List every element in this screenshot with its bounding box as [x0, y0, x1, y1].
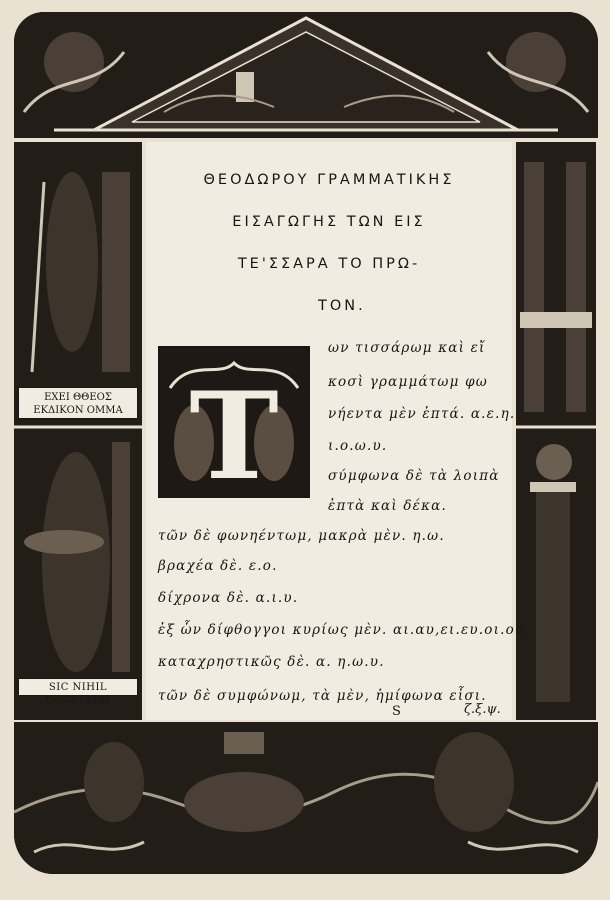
signature-mark: S	[392, 704, 401, 719]
body-line: νήεντα μὲν ἑπτά. α.ε.η.	[328, 406, 516, 422]
left-woodcut-border	[14, 142, 142, 720]
title-line-4: ΤΟΝ.	[318, 298, 366, 314]
text-panel	[146, 142, 530, 720]
motto-bottom-label: SIC NIHIL OCCVLTVM	[18, 678, 138, 696]
bottom-woodcut-border	[14, 722, 598, 874]
body-line: ι.ο.ω.υ.	[328, 438, 388, 454]
body-line: βραχέα δὲ. ε.ο.	[158, 558, 278, 574]
title-line-2: ΕΙΣΑΓΩΓΗΣ ΤΩΝ ΕΙΣ	[232, 214, 426, 230]
top-woodcut-border	[14, 12, 598, 138]
body-line: τῶν δὲ συμφώνωμ, τὰ μὲν, ἡμίφωνα εἶσι.	[158, 688, 487, 704]
body-line: ων τισσάρωμ καὶ εἴ	[328, 340, 486, 356]
decorated-initial	[158, 346, 310, 498]
body-line: δίχρονα δὲ. α.ι.υ.	[158, 590, 299, 606]
title-line-1: ΘΕΟΔΩΡΟΥ ΓΡΑΜΜΑΤΙΚΗΣ	[203, 172, 455, 188]
body-line: καταχρηστικῶς δὲ. α. η.ω.υ.	[158, 654, 385, 670]
folio-mark: ζ.ξ.ψ.	[464, 702, 501, 717]
initial-letter: T	[189, 366, 279, 496]
body-line: ἐξ ὧν δίφθογγοι κυρίως μὲν. αι.αυ,ει.ευ.οι.ου.	[158, 622, 530, 638]
body-line: κοσὶ γραμμάτωμ φω	[328, 374, 488, 390]
body-line: ἑπτὰ καὶ δέκα.	[328, 498, 447, 514]
body-line: τῶν δὲ φωνηέντωμ, μακρὰ μὲν. η.ω.	[158, 528, 445, 544]
motto-top-label: ΕΧΕΙ ΘΘΕΟΣ ΕΚΔΙΚΟΝ ΟΜΜΑ	[18, 387, 138, 419]
body-line: σύμφωνα δὲ τὰ λοιπὰ	[328, 468, 500, 484]
title-line-3: ΤΕ'ΣΣΑΡΑ ΤΟ ΠΡΩ-	[237, 256, 421, 272]
